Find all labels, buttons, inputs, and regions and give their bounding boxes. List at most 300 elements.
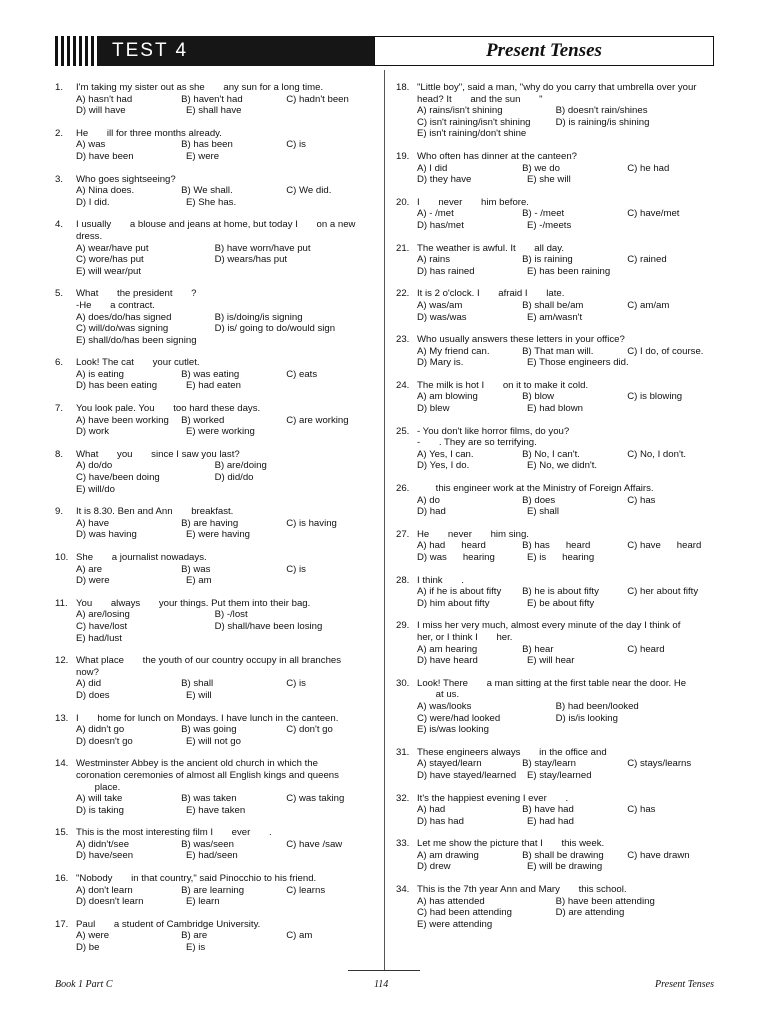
question-stem-line: This is the most interesting film I ever .: [76, 827, 272, 839]
answer-option: D) is raining/is shining: [555, 116, 650, 128]
answer-option: B) was going: [181, 724, 237, 736]
answer-option: E) She has.: [186, 196, 237, 208]
question-item: [396, 678, 718, 736]
question-stem: [417, 380, 718, 392]
answer-option: E) had/lust: [76, 632, 122, 644]
question-stem-line: - You don't like horror films, do you?: [417, 425, 570, 437]
answer-option: A) if he is about fifty: [417, 586, 502, 598]
question-item: [396, 620, 718, 666]
answer-option: D) is taking: [76, 804, 124, 816]
answer-option: A) am blowing: [417, 391, 478, 403]
answer-option: E) have taken: [186, 804, 246, 816]
answer-option: A) did: [76, 678, 102, 690]
question-number: 33.: [396, 838, 410, 850]
answer-option-row: [76, 151, 377, 163]
question-stem: [417, 747, 718, 759]
answer-option: C) are working: [286, 414, 349, 426]
answer-option: A) does/do/has signed: [76, 311, 172, 323]
answer-option: C) eats: [286, 368, 318, 380]
question-number: 17.: [55, 918, 69, 930]
question-stem-line: It's the happiest evening I ever .: [417, 792, 569, 804]
answer-option: D) have/seen: [76, 850, 134, 862]
question-stem-line: Who usually answers these letters in your office?: [417, 334, 625, 346]
answer-option: D) have been: [76, 150, 134, 162]
question-item: [55, 713, 377, 748]
answer-option: A) have: [76, 517, 110, 529]
answer-option-row: [417, 598, 718, 610]
answer-option-row: [76, 850, 377, 862]
answer-option: B) have had: [522, 804, 574, 816]
answer-option: D) is/is looking: [555, 712, 618, 724]
question-number: 30.: [396, 677, 410, 689]
answer-option: B) is/doing/is signing: [214, 311, 303, 323]
question-stem-line: I home for lunch on Mondays. I have lunch in the canteen.: [76, 712, 339, 724]
answer-option: A) was/am: [417, 299, 463, 311]
footer-topic-label: Present Tenses: [655, 979, 714, 990]
question-item: [55, 403, 377, 438]
answer-option-row: [76, 575, 377, 587]
answer-option: C) have/lost: [76, 620, 128, 632]
footer-book-label: Book 1 Part C: [55, 979, 113, 990]
question-item: [396, 483, 718, 518]
question-number: 6.: [55, 357, 64, 369]
answer-option: B) hear: [522, 643, 554, 655]
answer-option-row: [417, 105, 718, 117]
answer-option-row: [417, 804, 718, 816]
question-item: [55, 449, 377, 495]
question-number: 12.: [55, 655, 69, 667]
answer-option: D) had: [417, 506, 446, 518]
answer-option: D) has/met: [417, 219, 464, 231]
question-stem: [76, 552, 377, 564]
answer-option: C) has: [627, 804, 656, 816]
answer-option-row: [76, 335, 377, 347]
question-item: [396, 529, 718, 564]
answer-option: B) stay/learn: [522, 758, 576, 770]
question-stem-line: You always your things. Put them into their bag.: [76, 597, 311, 609]
answer-option: B) doesn't rain/shines: [555, 105, 648, 117]
answer-option-row: [417, 312, 718, 324]
question-stem: [76, 598, 377, 610]
answer-option: A) hasn't had: [76, 93, 133, 105]
question-stem: [417, 575, 718, 587]
question-item: [396, 575, 718, 610]
question-stem-line: I never him before.: [417, 196, 529, 208]
answer-option-row: [417, 391, 718, 403]
answer-option: C) is blowing: [627, 391, 683, 403]
answer-option-row: [417, 758, 718, 770]
answer-option: B) he is about fifty: [522, 586, 599, 598]
answer-option: E) will not go: [186, 735, 241, 747]
answer-option: C) stays/learns: [627, 758, 692, 770]
question-stem: [417, 620, 718, 643]
answer-option-row: [76, 426, 377, 438]
footer-rule: [348, 970, 420, 971]
answer-option: C) No, I don't.: [627, 448, 687, 460]
question-stem-line: now?: [76, 666, 99, 678]
answer-option-row: [76, 243, 377, 255]
answer-option: E) Those engineers did.: [527, 357, 629, 369]
answer-option: B) was/seen: [181, 838, 234, 850]
question-stem-line: dress.: [76, 230, 103, 242]
answer-option: C) had been attending: [417, 907, 512, 919]
question-stem-line: her, or I think I her.: [417, 631, 513, 643]
answer-option: E) am/wasn't: [527, 311, 583, 323]
answer-option-row: [417, 266, 718, 278]
question-number: 20.: [396, 196, 410, 208]
answer-option: C) is having: [286, 517, 337, 529]
question-item: [55, 873, 377, 908]
answer-option: B) was eating: [181, 368, 240, 380]
question-number: 29.: [396, 620, 410, 632]
answer-option: C) have/been doing: [76, 472, 160, 484]
question-number: 16.: [55, 873, 69, 885]
question-number: 21.: [396, 242, 410, 254]
question-stem-line: He never him sing.: [417, 528, 529, 540]
question-stem: [417, 678, 718, 701]
question-item: [55, 82, 377, 117]
answer-option-row: [76, 380, 377, 392]
answer-option-row: [417, 117, 718, 129]
question-stem-line: This is the 7th year Ann and Mary this school.: [417, 884, 627, 896]
question-number: 27.: [396, 528, 410, 540]
answer-option: B) - /meet: [522, 208, 565, 220]
answer-option: C) I do, of course.: [627, 345, 704, 357]
answer-option: C) hadn't been: [286, 93, 349, 105]
question-stem: [417, 334, 718, 346]
answer-option-row: [76, 266, 377, 278]
answer-option-row: [417, 357, 718, 369]
question-item: [396, 82, 718, 140]
question-item: [55, 827, 377, 862]
answer-option: C) We did.: [286, 185, 332, 197]
question-number: 15.: [55, 827, 69, 839]
answer-option-row: [417, 701, 718, 713]
answer-option-row: [76, 254, 377, 266]
answer-option-row: [417, 346, 718, 358]
answer-option: A) Yes, I can.: [417, 448, 474, 460]
answer-option: A) Nina does.: [76, 185, 135, 197]
answer-option: B) we do: [522, 162, 560, 174]
answer-option: A) am drawing: [417, 849, 479, 861]
question-stem: [76, 827, 377, 839]
left-question-column: [55, 82, 377, 965]
answer-option: C) rained: [627, 254, 667, 266]
answer-option: D) doesn't learn: [76, 896, 144, 908]
answer-option: E) isn't raining/don't shine: [417, 128, 527, 140]
question-stem: [417, 243, 718, 255]
answer-option: C) he had: [627, 162, 670, 174]
question-stem-line: What the president ?: [76, 288, 197, 300]
answer-option: E) will hear: [527, 655, 575, 667]
answer-option-row: [417, 128, 718, 140]
question-item: [55, 655, 377, 701]
answer-option: A) don't learn: [76, 884, 133, 896]
answer-option: E) she will: [527, 174, 571, 186]
answer-option: B) We shall.: [181, 185, 233, 197]
question-stem: [417, 529, 718, 541]
answer-option: D) him about fifty: [417, 597, 490, 609]
answer-option: D) is/ going to do/would sign: [214, 323, 336, 335]
answer-option-row: [76, 690, 377, 702]
answer-option: B) has heard: [522, 540, 591, 552]
question-number: 25.: [396, 425, 410, 437]
question-stem-line: Let me show the picture that I this week.: [417, 838, 605, 850]
answer-option: E) shall/do/has been signing: [76, 334, 197, 346]
question-stem-line: this engineer work at the Ministry of Foreign Affairs.: [417, 483, 654, 495]
answer-option-row: [417, 655, 718, 667]
answer-option: C) her about fifty: [627, 586, 699, 598]
answer-option: D) shall/have been losing: [214, 620, 323, 632]
answer-option-row: [76, 724, 377, 736]
answer-option: E) learn: [186, 896, 220, 908]
question-stem: [76, 403, 377, 415]
answer-option: C) learns: [286, 884, 326, 896]
answer-option: E) -/meets: [527, 219, 572, 231]
answer-option: A) have been working: [76, 414, 169, 426]
question-stem-line: I'm taking my sister out as she any sun for a long time.: [76, 82, 324, 93]
answer-option-row: [76, 139, 377, 151]
answer-option-row: [417, 919, 718, 931]
question-number: 3.: [55, 173, 64, 185]
answer-option: B) shall be drawing: [522, 849, 604, 861]
answer-option: B) That man will.: [522, 345, 594, 357]
answer-option: E) will be drawing: [527, 861, 603, 873]
answer-option: E) shall have: [186, 105, 242, 117]
answer-option: C) wore/has put: [76, 254, 144, 266]
question-item: [396, 380, 718, 415]
question-stem-line: Westminster Abbey is the ancient old church in which the: [76, 758, 318, 770]
question-item: [55, 219, 377, 277]
question-item: [396, 334, 718, 369]
question-stem-line: Look! The cat your cutlet.: [76, 357, 200, 369]
answer-option-row: [417, 907, 718, 919]
answer-option: C) have heard: [627, 540, 702, 552]
answer-option: C) is: [286, 678, 306, 690]
question-number: 13.: [55, 712, 69, 724]
question-number: 26.: [396, 483, 410, 495]
answer-option-row: [76, 793, 377, 805]
question-number: 23.: [396, 334, 410, 346]
question-number: 28.: [396, 574, 410, 586]
question-stem-line: head? It and the sun ": [417, 93, 543, 105]
answer-option: B) is raining: [522, 254, 573, 266]
answer-option: E) will/do: [76, 483, 115, 495]
answer-option: C) is: [286, 139, 306, 151]
question-stem: [76, 82, 377, 94]
answer-option: D) has been eating: [76, 380, 158, 392]
answer-option-row: [417, 644, 718, 656]
answer-option: A) My friend can.: [417, 345, 490, 357]
question-item: [55, 506, 377, 541]
answer-option: E) had blown: [527, 403, 583, 415]
answer-option: A) had: [417, 804, 446, 816]
question-item: [55, 758, 377, 816]
answer-option: B) had been/looked: [555, 700, 639, 712]
answer-option: D) was/was: [417, 311, 467, 323]
question-stem: [417, 151, 718, 163]
answer-option: A) was/looks: [417, 700, 472, 712]
answer-option-row: [417, 300, 718, 312]
question-number: 9.: [55, 506, 64, 518]
question-stem-line: Look! There a man sitting at the first table near the door. He: [417, 677, 687, 689]
answer-option: E) will: [186, 689, 212, 701]
question-stem-line: Paul a student of Cambridge University.: [76, 918, 261, 930]
question-stem-line: I miss her very much, almost every minute of the day I think of: [417, 620, 681, 632]
question-item: [396, 884, 718, 930]
question-stem: [76, 357, 377, 369]
answer-option: D) be: [76, 942, 100, 954]
answer-option: B) blow: [522, 391, 555, 403]
answer-option: B) are/doing: [214, 460, 267, 472]
answer-option-row: [76, 805, 377, 817]
answer-option: A) do/do: [76, 460, 113, 472]
answer-option: E) be about fifty: [527, 597, 595, 609]
question-stem-line: I think .: [417, 574, 464, 586]
answer-option: D) was having: [76, 529, 137, 541]
question-number: 34.: [396, 884, 410, 896]
answer-option-row: [76, 621, 377, 633]
answer-option: D) was hearing: [417, 552, 495, 563]
question-item: [55, 128, 377, 163]
question-number: 1.: [55, 82, 64, 93]
question-number: 7.: [55, 403, 64, 415]
answer-option: A) stayed/learn: [417, 758, 482, 770]
answer-option: B) does: [522, 494, 556, 506]
question-stem: [76, 449, 377, 461]
answer-option-row: [76, 942, 377, 954]
answer-option: B) shall be/am: [522, 299, 584, 311]
question-stem: [76, 655, 377, 678]
answer-option: B) -/lost: [214, 609, 248, 621]
answer-option: C) don't go: [286, 724, 333, 736]
answer-option-row: [417, 220, 718, 232]
question-item: [396, 426, 718, 472]
answer-option: A) am hearing: [417, 643, 478, 655]
answer-option-row: [417, 552, 718, 564]
answer-option: B) shall: [181, 678, 214, 690]
answer-option: D) drew: [417, 861, 451, 873]
answer-option: E) stay/learned: [527, 769, 592, 781]
answer-option-row: [76, 633, 377, 645]
question-stem-line: He ill for three months already.: [76, 127, 222, 139]
answer-option: B) have worn/have put: [214, 242, 311, 254]
answer-option: E) No, we didn't.: [527, 460, 598, 472]
answer-option: E) is: [186, 942, 206, 954]
question-stem: [417, 838, 718, 850]
answer-option: A) wear/have put: [76, 242, 149, 254]
answer-option: D) did/do: [214, 472, 254, 484]
answer-option-row: [76, 460, 377, 472]
answer-option: D) they have: [417, 174, 472, 186]
question-number: 14.: [55, 758, 69, 770]
answer-option-row: [417, 586, 718, 598]
answer-option-row: [417, 506, 718, 518]
answer-option: E) will wear/put: [76, 265, 142, 277]
answer-option-row: [417, 724, 718, 736]
answer-option: A) rains: [417, 254, 451, 266]
question-number: 10.: [55, 552, 69, 563]
question-stem-line: I usually a blouse and jeans at home, but today I on a new: [76, 219, 356, 231]
answer-option-row: [76, 564, 377, 576]
question-stem-line: These engineers always in the office and: [417, 746, 607, 758]
question-stem: [417, 884, 718, 896]
answer-option-row: [417, 770, 718, 782]
answer-option-row: [76, 930, 377, 942]
answer-option: C) am: [286, 930, 313, 942]
answer-option: B) are learning: [181, 884, 245, 896]
answer-option: A) was: [76, 139, 106, 151]
answer-option: C) were/had looked: [417, 712, 501, 724]
answer-option-row: [417, 816, 718, 828]
question-stem: [76, 758, 377, 793]
answer-option: E) were having: [186, 529, 250, 541]
answer-option: B) has been: [181, 139, 233, 151]
answer-option: D) blew: [417, 403, 450, 415]
answer-option: C) have /saw: [286, 838, 343, 850]
answer-option-row: [76, 323, 377, 335]
answer-option-row: [417, 540, 718, 552]
question-item: [55, 357, 377, 392]
answer-option-row: [417, 861, 718, 873]
question-stem-line: "Little boy", said a man, "why do you carry that umbrella over your: [417, 82, 697, 93]
question-item: [396, 197, 718, 232]
answer-option: D) has had: [417, 815, 464, 827]
question-stem-line: It is 8.30. Ben and Ann breakfast.: [76, 506, 234, 518]
question-number: 4.: [55, 219, 64, 231]
answer-option: C) isn't raining/isn't shining: [417, 116, 531, 128]
question-number: 31.: [396, 746, 410, 758]
answer-option: A) will take: [76, 793, 123, 805]
answer-option: E) had eaten: [186, 380, 241, 392]
answer-option: D) have stayed/learned: [417, 769, 517, 781]
answer-option: A) are: [76, 563, 103, 575]
question-stem-line: place.: [76, 781, 121, 793]
answer-option: A) has attended: [417, 895, 485, 907]
answer-option: C) was taking: [286, 793, 345, 805]
answer-option-row: [76, 197, 377, 209]
question-stem: [417, 82, 718, 105]
question-number: 32.: [396, 792, 410, 804]
question-item: [396, 243, 718, 278]
answer-option: E) has been raining: [527, 265, 611, 277]
answer-option-row: [417, 850, 718, 862]
question-item: [55, 919, 377, 954]
right-question-column: [396, 82, 718, 941]
question-stem: [76, 506, 377, 518]
question-stem-line: It is 2 o'clock. I afraid I late.: [417, 288, 565, 300]
answer-option-row: [417, 403, 718, 415]
question-stem-line: - . They are so terrifying.: [417, 437, 537, 449]
answer-option-row: [76, 484, 377, 496]
question-stem-line: at us.: [417, 689, 460, 701]
answer-option: E) were attending: [417, 918, 493, 930]
question-stem: [417, 793, 718, 805]
question-stem: [76, 128, 377, 140]
answer-option: E) were: [186, 150, 220, 162]
question-stem-line: What you since I saw you last?: [76, 448, 240, 460]
answer-option: D) wears/has put: [214, 254, 288, 266]
test-title: TEST 4: [98, 36, 374, 66]
answer-option: C) has: [627, 494, 656, 506]
answer-option-row: [76, 472, 377, 484]
question-number: 18.: [396, 82, 410, 93]
answer-option: A) I did: [417, 162, 448, 174]
answer-option-row: [76, 529, 377, 541]
answer-option: E) am: [186, 575, 212, 587]
page-number: 114: [374, 979, 389, 990]
answer-option: E) had/seen: [186, 850, 238, 862]
